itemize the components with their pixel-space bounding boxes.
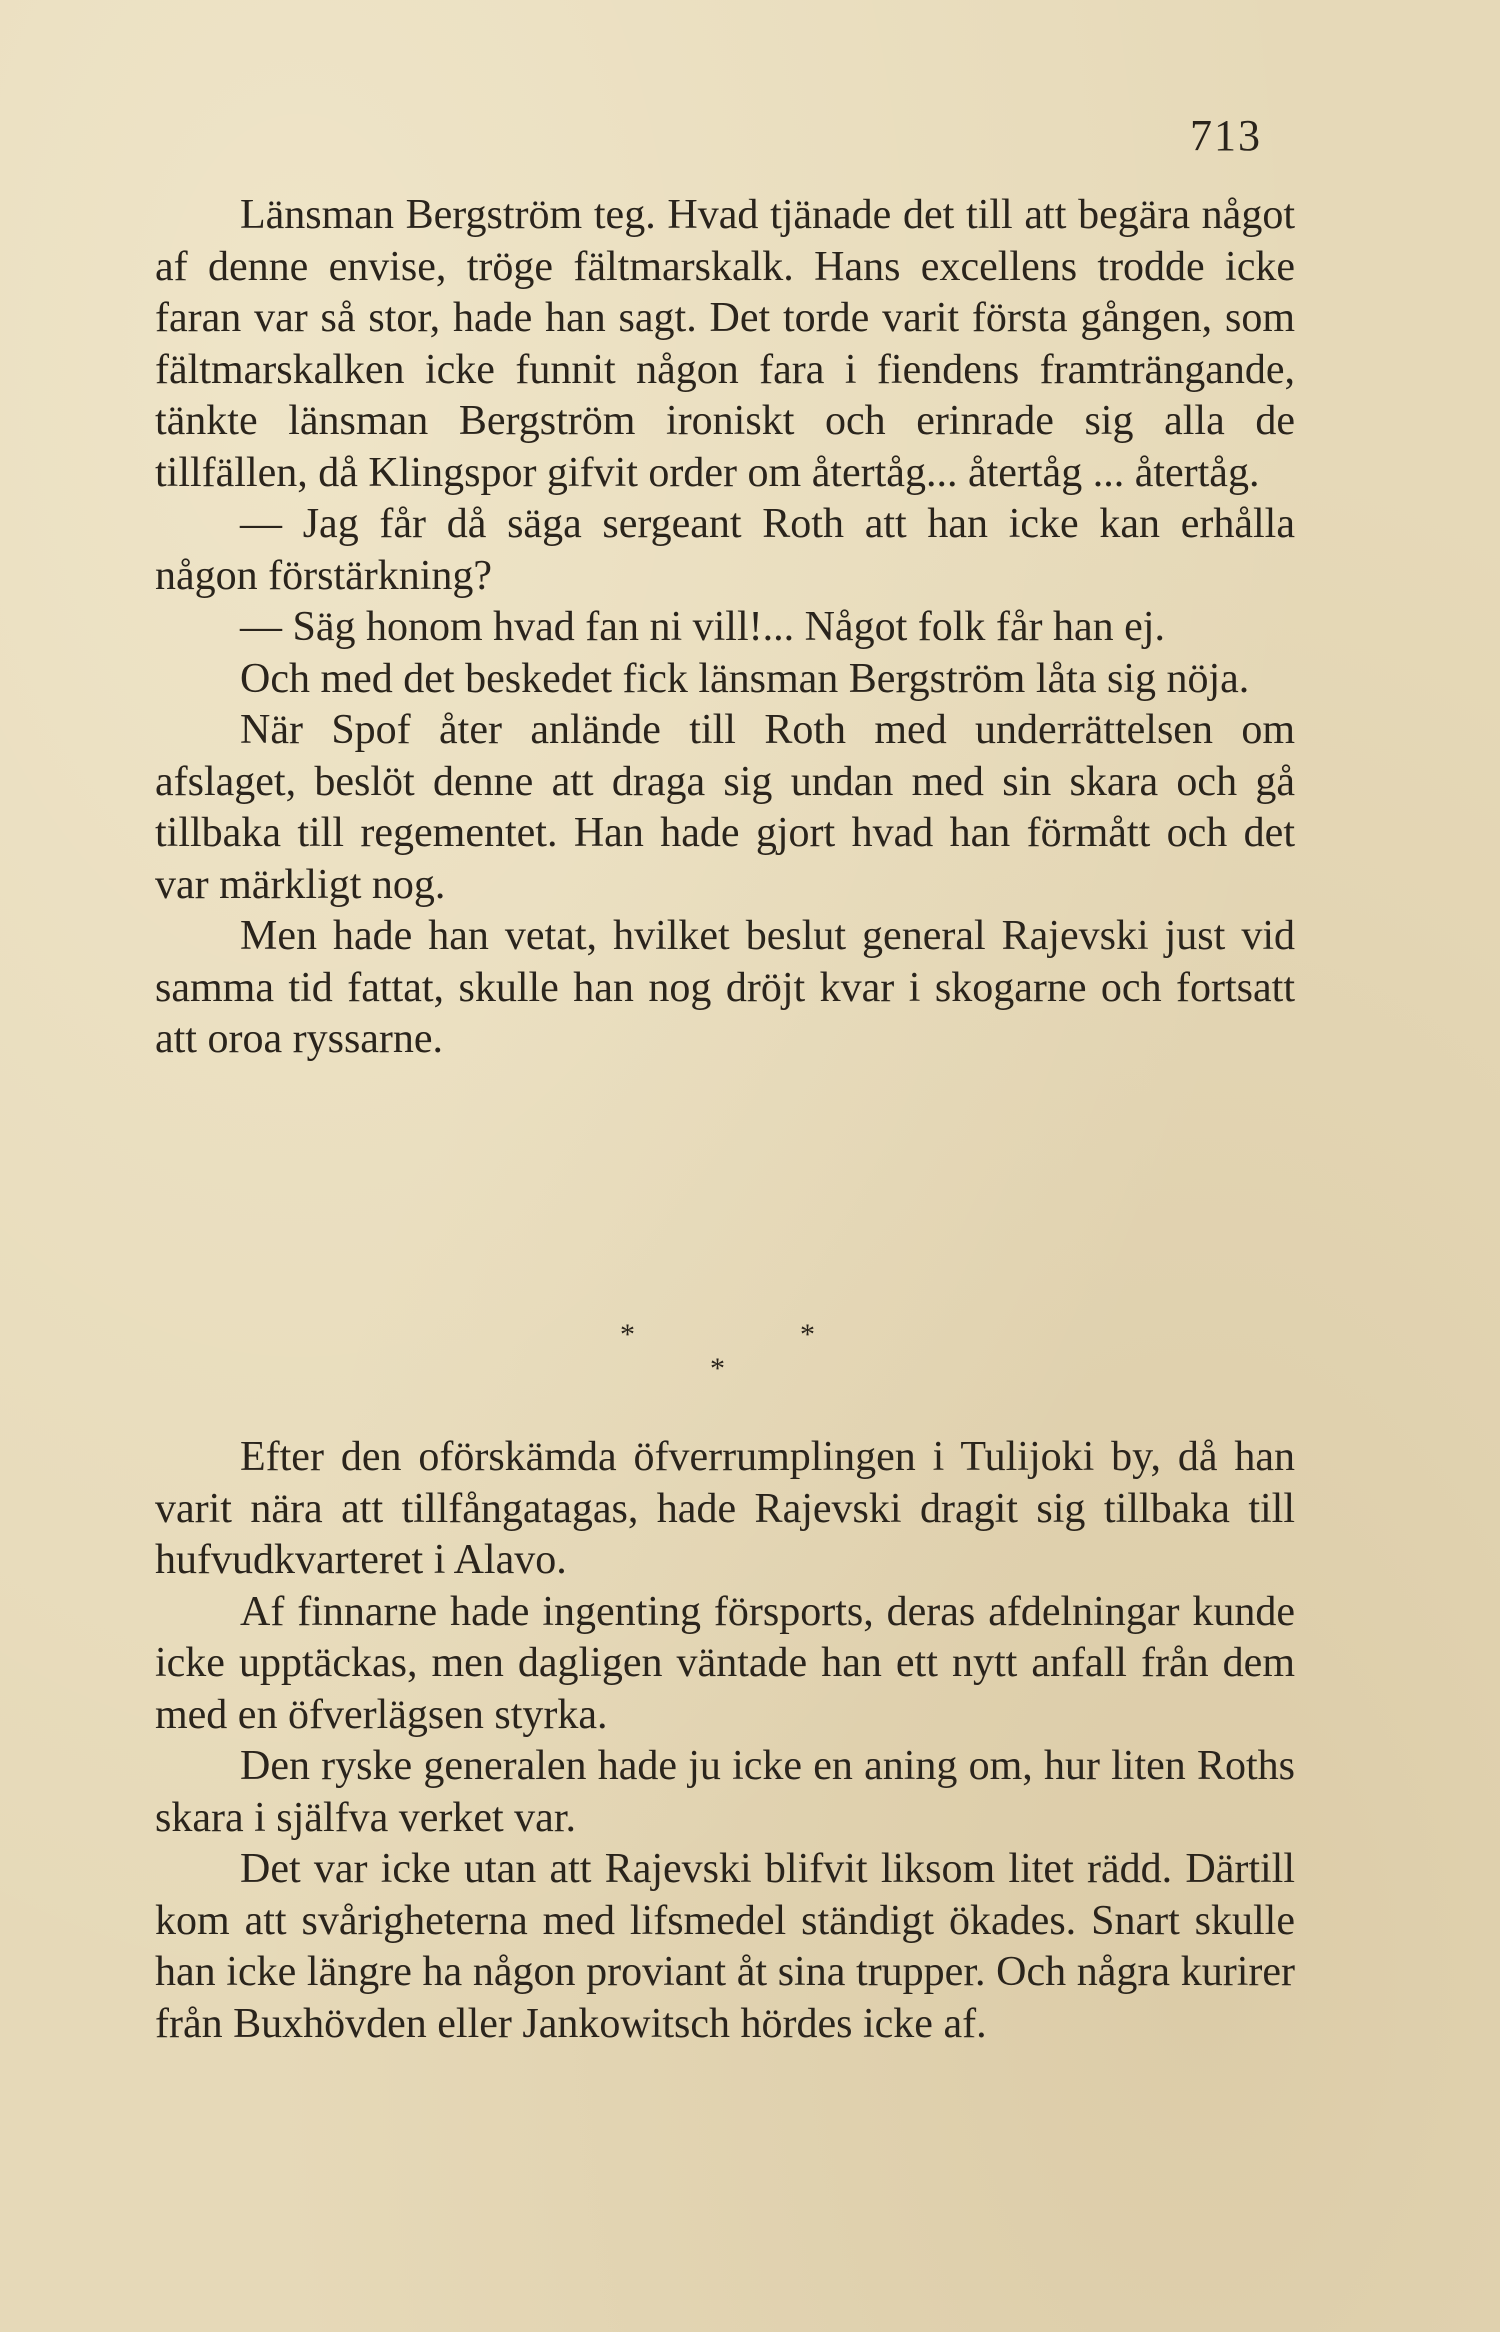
paragraph: — Säg honom hvad fan ni vill!... Något folk får han ej.	[240, 604, 1165, 650]
paragraph: Af finnarne hade ingenting försports, deras afdelningar kunde icke upptäckas, men dagligen väntade han ett nytt anfall från dem med en öfverlägsen styrka.	[155, 1588, 1295, 1738]
paragraph: Och med det beskedet fick länsman Bergström låta sig nöja.	[240, 655, 1250, 702]
text-section-1	[155, 190, 1295, 1066]
paragraph: Det var icke utan att Rajevski blifvit liksom litet rädd. Därtill kom att svårigheterna med lifsmedel ständigt ökades. Snart skulle han icke längre ha någon proviant åt sina trupper. Och några kurirer från Buxhövden eller Jankowitsch hördes icke af.	[155, 1846, 1295, 2047]
paragraph: Men hade han vetat, hvilket beslut general Rajevski just vid samma tid fattat, skulle han nog dröjt kvar i skogarne och fortsatt att oroa ryssarne.	[155, 913, 1295, 1062]
paragraph: — Jag får då säga sergeant Roth att han icke kan erhålla någon förstärkning?	[155, 501, 1295, 599]
page-number: 713	[1190, 111, 1262, 160]
asterisk: *	[710, 1352, 725, 1385]
paragraph: Länsman Bergström teg. Hvad tjänade det till att begära något af denne envise, tröge fältmarskalk. Hans excellens trodde icke faran var så stor, hade han sagt. Det torde varit första gången, som fältmarskalken icke funnit någon fara i fiendens framträngande, tänkte länsman Bergström ironiskt och erinrade sig alla de tillfällen, då Klingspor gifvit order om återtåg... återtåg ... återtåg.	[155, 192, 1295, 496]
asterisk: *	[800, 1318, 815, 1351]
paragraph: När Spof åter anlände till Roth med underrättelsen om afslaget, beslöt denne att draga sig undan med sin skara och gå tillbaka till regementet. Han hade gjort hvad han förmått och det var märkligt nog.	[155, 707, 1295, 908]
paragraph: Efter den oförskämda öfverrumplingen i Tulijoki by, då han varit nära att tillfångatagas, hade Rajevski dragit sig tillbaka till hufvudkvarteret i Alavo.	[155, 1434, 1295, 1583]
asterisk: *	[620, 1318, 635, 1351]
section-divider	[560, 1318, 880, 1408]
paragraph: Den ryske generalen hade ju icke en aning om, hur liten Roths skara i själfva verket var.	[155, 1743, 1295, 1841]
text-section-2	[155, 1432, 1295, 2050]
